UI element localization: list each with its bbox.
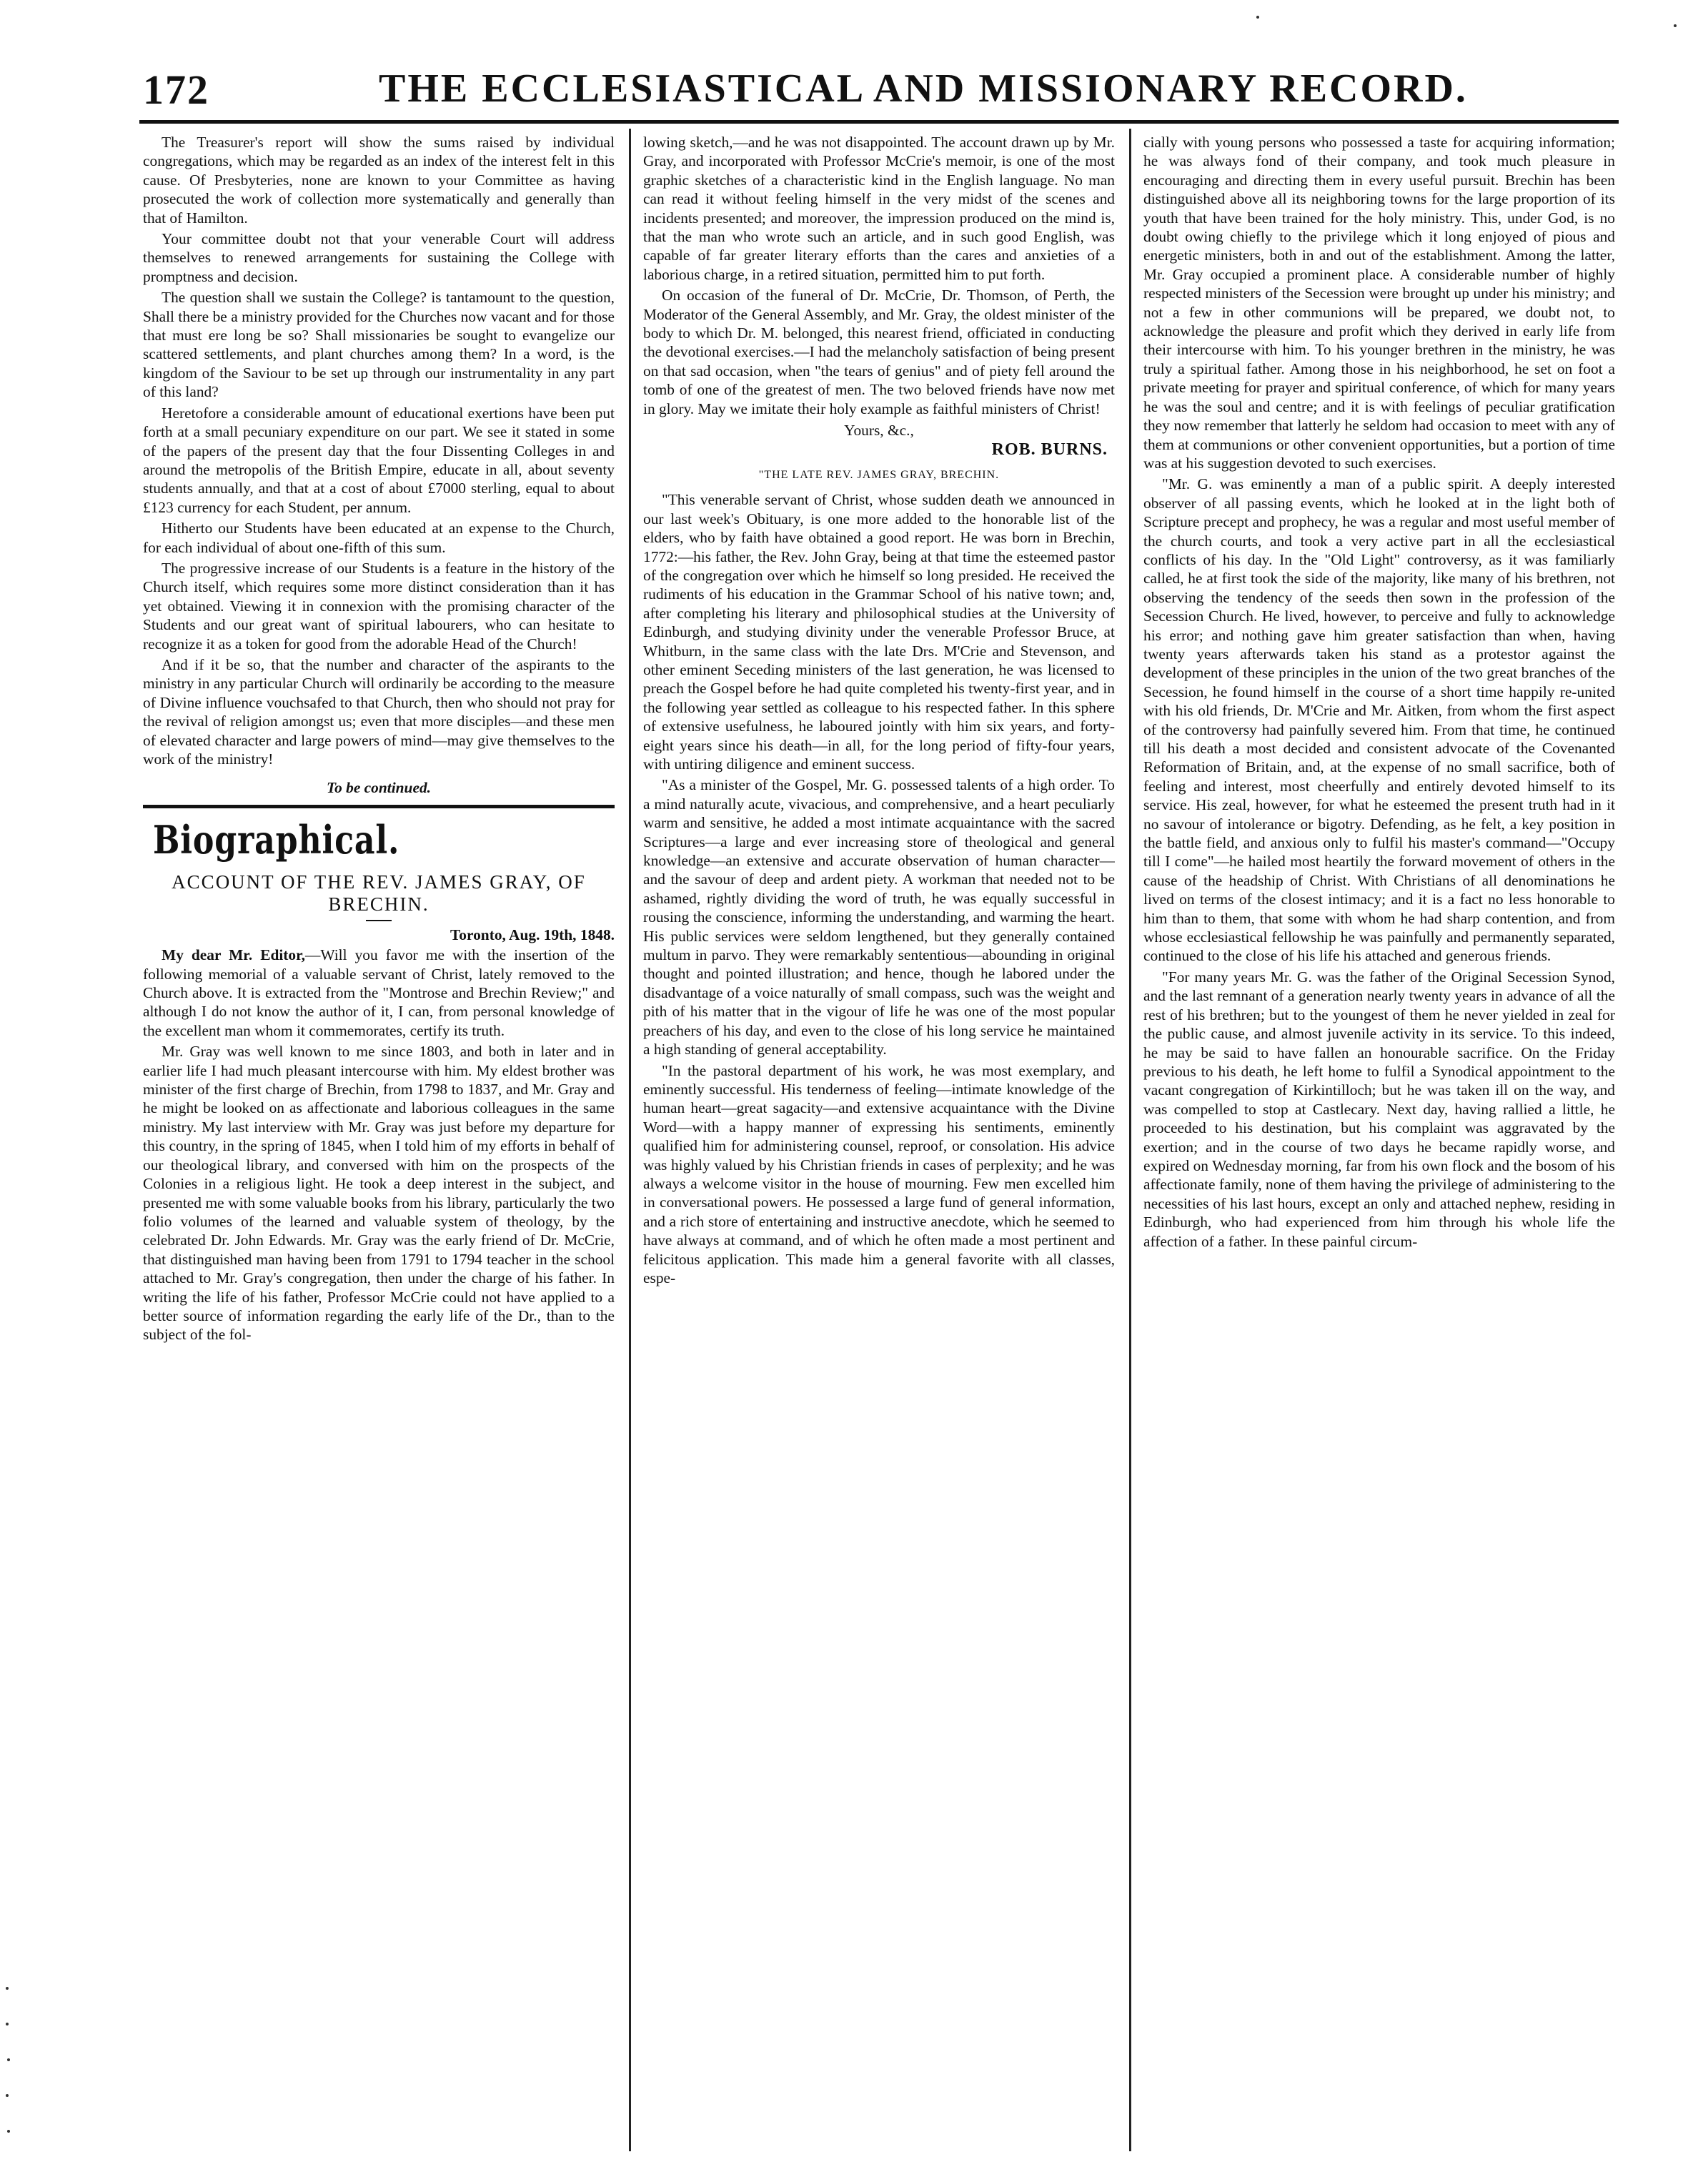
- page-header: [143, 66, 1615, 123]
- scan-speck: [6, 2023, 9, 2025]
- column-3: [1143, 133, 1615, 2148]
- scan-speck: [1256, 16, 1259, 19]
- scan-speck: [7, 2058, 10, 2061]
- scan-speck: [6, 1987, 9, 1990]
- paragraph: cially with young persons who possessed a taste for acquiring information; he was always fond of their company, and took much pleasure in encouraging and directing them in every useful pursuit. Brechin has been distinguished above all its neighboring towns for the large proportion of its youth that have been trained for the holy ministry. This, under God, is no doubt owing chiefly to the privilege which it long enjoyed of pious and energetic ministers, both in and out of the establishment. Among the latter, Mr. Gray occupied a prominent place. A considerable number of highly respected ministers of the Secession were brought up under his ministry; and not a few in other communions will be prepared, we doubt not, to acknowledge the pleasure and profit which they derived in early life from their intercourse with him. To his younger brethren in the ministry, he was truly a spiritual father. Among those in his neighborhood, he set on foot a private meeting for prayer and spiritual conference, of which for many years he was the soul and centre; and it is with feelings of peculiar gratification they now remember that latterly he seldom had occasion to meet with any of them at communions or other convenient opportunities, but a portion of time was at his suggestion devoted to such exercises.: [1143, 134, 1615, 472]
- continued-note: To be continued.: [327, 779, 431, 797]
- page-number: 172: [143, 66, 209, 113]
- running-title: THE ECCLESIASTICAL AND MISSIONARY RECORD.: [379, 66, 1468, 111]
- short-rule: [366, 920, 392, 921]
- paragraph: The progressive increase of our Students is a feature in the history of the Church itself, which requires some more distinct consideration than it has yet obtained. Viewing it in connexion with the promising character of the Students and our great want of spiritual labourers, who can hesitate to recognize it as a token for good from the adorable Head of the Church!: [143, 559, 615, 653]
- paragraph: Your committee doubt not that your venerable Court will address themselves to renewed arrangements for sustaining the College with promptness and decision.: [143, 230, 615, 285]
- column-divider: [629, 129, 631, 2151]
- scan-speck: [1674, 24, 1677, 27]
- signature: ROB. BURNS.: [991, 440, 1108, 459]
- letter-opening: [143, 946, 615, 1040]
- paragraph: Mr. Gray was well known to me since 1803, and both in later and in earlier life I had much pleasant intercourse with him. My eldest brother was minister of the first charge of Brechin, from 1798 to 1837, and Mr. Gray and he might be looked on as affectionate and laborious colleagues in the same ministry. My last interview with Mr. Gray was just before my departure for this country, in the spring of 1845, when I told him of my efforts in behalf of our theological library, and conversed with him on the prospects of the Colonies in a religious light. He took a deep interest in the subject, and presented me with some valuable books from his library, particularly the two folio volumes of the learned and valuable system of theology, by the celebrated Dr. John Edwards. Mr. Gray was the early friend of Dr. McCrie, that distinguished man having been from 1791 to 1794 teacher in the school attached to Mr. Gray's congregation, then under the charge of his father. In writing the life of his father, Professor McCrie could not have applied to a better source of information regarding the early life of the Dr., than to the subject of the fol-: [143, 1043, 615, 1344]
- paragraph: Hitherto our Students have been educated at an expense to the Church, for each individual of about one-fifth of this sum.: [143, 520, 615, 556]
- paragraph: —Will you favor me with the insertion of the following memorial of a valuable servant of Christ, lately removed to the Church above. It is extracted from the "Montrose and Brechin Review;" and although I do not know the author of it, I can, from personal knowledge of the excellent man whom it commemorates, certify its truth.: [143, 946, 615, 1039]
- letter-closing: Yours, &c.,: [844, 422, 914, 440]
- paragraph: lowing sketch,—and he was not disappointed. The account drawn up by Mr. Gray, and incorporated with Professor McCrie's memoir, is one of the most graphic sketches of a characteristic kind in the English language. No man can read it without feeling himself in the very midst of the scenes and incidents presented; and moreover, the impression produced on the mind is, that the man who wrote such an article, and in such good English, was capable of far greater literary efforts than the cares and anxieties of a laborious charge, in a retired situation, permitted him to put forth.: [643, 134, 1115, 283]
- scan-speck: [6, 2094, 9, 2097]
- salutation: My dear Mr. Editor,: [162, 946, 305, 964]
- paragraph: "For many years Mr. G. was the father of the Original Secession Synod, and the last remnant of a generation nearly twenty years in advance of all the rest of his brethren; but to the youngest of them he never yielded in zeal for the public cause, and almost juvenile activity in its service. To this indeed, he may be said to have fallen an honourable sacrifice. On the Friday previous to his death, he left home to fulfil a Synodical appointment to the vacant congregation of Kirkintilloch; but he was taken ill on the way, and was compelled to stop at Castlecary. Next day, having rallied a little, he proceeded to his destination, but his complaint was aggravated by the exertion; and in the course of two days he became rapidly worse, and expired on Wednesday morning, far from his own flock and the bosom of his affectionate family, none of them having the privilege of administering to the necessities of his last hours, except an only and attached nephew, residing in Edinburgh, who had experienced from him through his whole life the affection of a father. In these painful circum-: [1143, 968, 1615, 1250]
- column-1: [143, 133, 615, 2148]
- paragraph: The Treasurer's report will show the sums raised by individual congregations, which may be regarded as an index of the interest felt in this cause. Of Presbyteries, none are known to your Committee as having prosecuted the work of collection more systematically and generally than that of Hamilton.: [143, 134, 615, 227]
- paragraph: "As a minister of the Gospel, Mr. G. possessed talents of a high order. To a mind naturally acute, vivacious, and comprehensive, and a heart peculiarly warm and sensitive, he added a most intimate acquaintance with the sacred Scriptures—a large and ever increasing store of theological and general knowledge—an extensive and accurate observation of human character—and the savour of deep and ardent piety. A workman that needed not to be ashamed, rightly dividing the word of truth, he was equally successful in rousing the conscience, informing the understanding, and warming the heart. His public services were seldom lengthened, but they generally contained multum in parvo. They were remarkably sententious—abounding in original thought and pointed illustration; and hence, though he labored under the disadvantage of a voice naturally of small compass, such was the weight and pith of his matter that in the vigour of life he was one of the most popular preachers of his day, and even to the close of his long service he maintained a high standing of general acceptability.: [643, 776, 1115, 1058]
- paragraph: "In the pastoral department of his work, he was most exemplary, and eminently successful. His tenderness of feeling—intimate knowledge of the human heart—great sagacity—and extensive acquaintance with the Divine Word—with a happy manner of expressing his sentiments, eminently qualified him for administering counsel, reproof, or consolation. His advice was highly valued by his Christian friends in cases of perplexity; and he was always a welcome visitor in the house of mourning. Few men excelled him in conversational powers. He possessed a large fund of general information, and a rich store of entertaining and instructive anecdote, which he seemed to have always at command, and of which he often made a most pertinent and felicitous application. This made him a general favorite with all classes, espe-: [643, 1061, 1115, 1286]
- paragraph: On occasion of the funeral of Dr. McCrie, Dr. Thomson, of Perth, the Moderator of the General Assembly, and Mr. Gray, the oldest minister of the body to which Dr. M. belonged, this nearest friend, officiated in conducting the devotional exercises.—I had the melancholy satisfaction of being present on that sad occasion, when "the tears of genius" and of piety fell around the tomb of one of the greatest of men. The two beloved friends have now met in glory. May we imitate their holy example as faithful ministers of Christ!: [643, 287, 1115, 417]
- scan-speck: [7, 2130, 10, 2133]
- paragraph: Heretofore a considerable amount of educational exertions have been put forth at a small pecuniary expenditure on our part. We see it stated in some of the papers of the present day that the four Dissenting Colleges in and around the metropolis of the British Empire, educate in all, about seventy students annually, and that at a cost of about £7000 sterling, equal to about £123 currency for each Student, per annum.: [143, 404, 615, 516]
- section-heading: Biographical.: [153, 816, 400, 863]
- column-2: [643, 133, 1115, 2148]
- column-divider: [1129, 129, 1131, 2151]
- paragraph: And if it be so, that the number and character of the aspirants to the ministry in any particular Church will ordinarily be according to the measure of Divine influence vouchsafed to that Church, then who should not pray for the revival of religion amongst us; even that more disciples—and these men of elevated character and large powers of mind—may give themselves to the work of the ministry!: [143, 655, 615, 768]
- article-title: ACCOUNT OF THE REV. JAMES GRAY, OF BRECHIN.: [172, 871, 586, 915]
- article-subheading: "THE LATE REV. JAMES GRAY, BRECHIN.: [758, 468, 1000, 481]
- paragraph: The question shall we sustain the College? is tantamount to the question, Shall there be a ministry provided for the Churches now vacant and for those that must ere long be so? Shall missionaries be sought to evangelize our scattered settlements, and plant churches among them? In a word, is the kingdom of the Saviour to be set up through our instrumentality in any part of this land?: [143, 289, 615, 401]
- section-rule: [143, 805, 615, 808]
- header-rule: [139, 120, 1619, 124]
- dateline: Toronto, Aug. 19th, 1848.: [450, 926, 615, 943]
- paragraph: "Mr. G. was eminently a man of a public spirit. A deeply interested observer of all passing events, which he looked at in the light both of Scripture precept and prophecy, he was a regular and most useful member of the church courts, and took a very active part in all the ecclesiastical conflicts of his day. In the "Old Light" controversy, as it was familiarly called, he at first took the side of the majority, like many of his brethren, not observing the tendency of the seeds then sown in the profession of the Secession Church. He lived, however, to perceive and fully to acknowledge his error; and nothing gave him greater satisfaction than when, having twenty years afterwards taken his stand as a protestor against the development of these principles in the union of the two great branches of the Secession, he found himself in the course of a short time happily re-united with his old friends, Dr. M'Crie and Mr. Aitken, from whom the first aspect of the controversy had painfully severed him. From that time, he continued till his death a most decided and consistent advocate of the Covenanted Reformation of Britain, and, at the expense of no small sacrifice, both of feeling and interest, most cheerfully and entirely devoted himself to its service. His zeal, however, for what he esteemed the present truth had in it no savour of intolerance or bigotry. Defending, as he felt, a key position in the battle field, and anxious only to fulfil his master's command—"Occupy till I come"—he hailed most heartily the forward movement of others in the cause of the headship of Christ. With Christians of all denominations he lived on terms of the closest intimacy; and it is a fact no less honorable to him than to them, that some with whom he had sharp contention, and from whose ecclesiastical fellowship he was painfully and permanently separated, continued to the close of his life his attached and generous friends.: [1143, 475, 1615, 965]
- paragraph: "This venerable servant of Christ, whose sudden death we announced in our last week's Obituary, is one more added to the honorable list of the elders, who by faith have obtained a good report. He was born in Brechin, 1772:—his father, the Rev. John Gray, being at that time the esteemed pastor of the congregation over which he himself so long presided. He received the rudiments of his education in the Grammar School of his native town; and, after completing his literary and philosophical studies at the University of Edinburgh, and studying divinity under the venerable Professor Bruce, at Whitburn, in the same class with the late Drs. M'Crie and Stevenson, and other eminent Seceding ministers of the last generation, he was licensed to preach the Gospel before he had quite completed his twenty-first year, and in the following year settled as colleague to his respected father. In this sphere of extensive usefulness, he laboured jointly with him six years, and forty-eight years since his death—in all, for the long period of fifty-four years, with untiring diligence and eminent success.: [643, 491, 1115, 773]
